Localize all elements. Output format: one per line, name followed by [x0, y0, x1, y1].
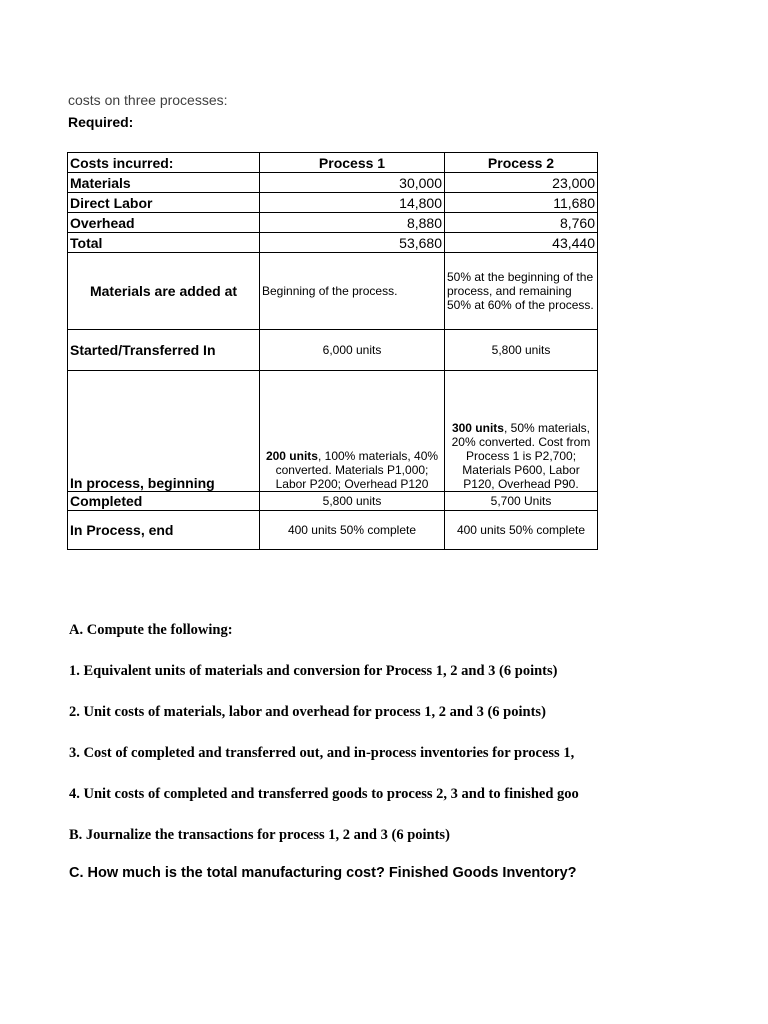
row-label-materials-added: Materials are added at [68, 253, 260, 330]
p2-materials-added: 50% at the beginning of the process, and remaining 50% at 60% of the process. [445, 253, 598, 330]
process-1-header: Process 1 [260, 153, 445, 173]
p2-in-process-detail: , 50% materials, 20% converted. Cost from Process 1 is P2,700; Materials P600, Labor P120, Overhead P90. [451, 421, 591, 491]
p2-materials: 23,000 [445, 173, 598, 193]
row-label-completed: Completed [68, 492, 260, 511]
costs-incurred-label: Costs incurred: [68, 153, 260, 173]
table-row [68, 492, 598, 511]
table-row [68, 233, 598, 253]
table-row [68, 330, 598, 371]
p1-materials-added: Beginning of the process. [260, 253, 445, 330]
p1-labor: 14,800 [260, 193, 445, 213]
table-row [68, 213, 598, 233]
p1-in-process-beginning [260, 371, 445, 492]
row-label-total: Total [68, 233, 260, 253]
questions-section [69, 622, 719, 868]
p1-completed: 5,800 units [260, 492, 445, 511]
row-label-overhead: Overhead [68, 213, 260, 233]
table-row [68, 253, 598, 330]
row-label-materials: Materials [68, 173, 260, 193]
question-b: B. Journalize the transactions for process 1, 2 and 3 (6 points) [69, 827, 450, 843]
question-4: 4. Unit costs of completed and transferred goods to process 2, 3 and to finished goo [69, 786, 579, 802]
process-2-header: Process 2 [445, 153, 598, 173]
process-cost-table [67, 152, 598, 550]
question-c: C. How much is the total manufacturing cost? Finished Goods Inventory? [69, 865, 577, 881]
p1-started: 6,000 units [260, 330, 445, 371]
p1-materials: 30,000 [260, 173, 445, 193]
p2-overhead: 8,760 [445, 213, 598, 233]
p2-started: 5,800 units [445, 330, 598, 371]
p1-in-process-detail: , 100% materials, 40% converted. Materials P1,000; Labor P200; Overhead P120 [275, 449, 439, 491]
table-row [68, 511, 598, 550]
p1-overhead: 8,880 [260, 213, 445, 233]
p2-total: 43,440 [445, 233, 598, 253]
question-2: 2. Unit costs of materials, labor and overhead for process 1, 2 and 3 (6 points) [69, 704, 546, 720]
p2-labor: 11,680 [445, 193, 598, 213]
p1-total: 53,680 [260, 233, 445, 253]
p2-in-process-units: 300 units [451, 421, 504, 435]
table-row [68, 193, 598, 213]
required-heading: Required: [68, 114, 134, 130]
question-1: 1. Equivalent units of materials and conversion for Process 1, 2 and 3 (6 points) [69, 663, 558, 679]
table-row [68, 371, 598, 492]
question-a-title: A. Compute the following: [69, 622, 233, 638]
p2-completed: 5,700 Units [445, 492, 598, 511]
p2-in-process-end: 400 units 50% complete [445, 511, 598, 550]
row-label-in-process-end: In Process, end [68, 511, 260, 550]
table-row [68, 173, 598, 193]
question-3: 3. Cost of completed and transferred out, and in-process inventories for process 1, [69, 745, 575, 761]
row-label-labor: Direct Labor [68, 193, 260, 213]
p1-in-process-units: 200 units [265, 449, 318, 463]
row-label-started: Started/Transferred In [68, 330, 260, 371]
intro-text: costs on three processes: [68, 92, 228, 108]
p1-in-process-end: 400 units 50% complete [260, 511, 445, 550]
row-label-in-process-beginning: In process, beginning [68, 371, 260, 492]
p2-in-process-beginning [445, 371, 598, 492]
table-header-row [68, 153, 598, 173]
